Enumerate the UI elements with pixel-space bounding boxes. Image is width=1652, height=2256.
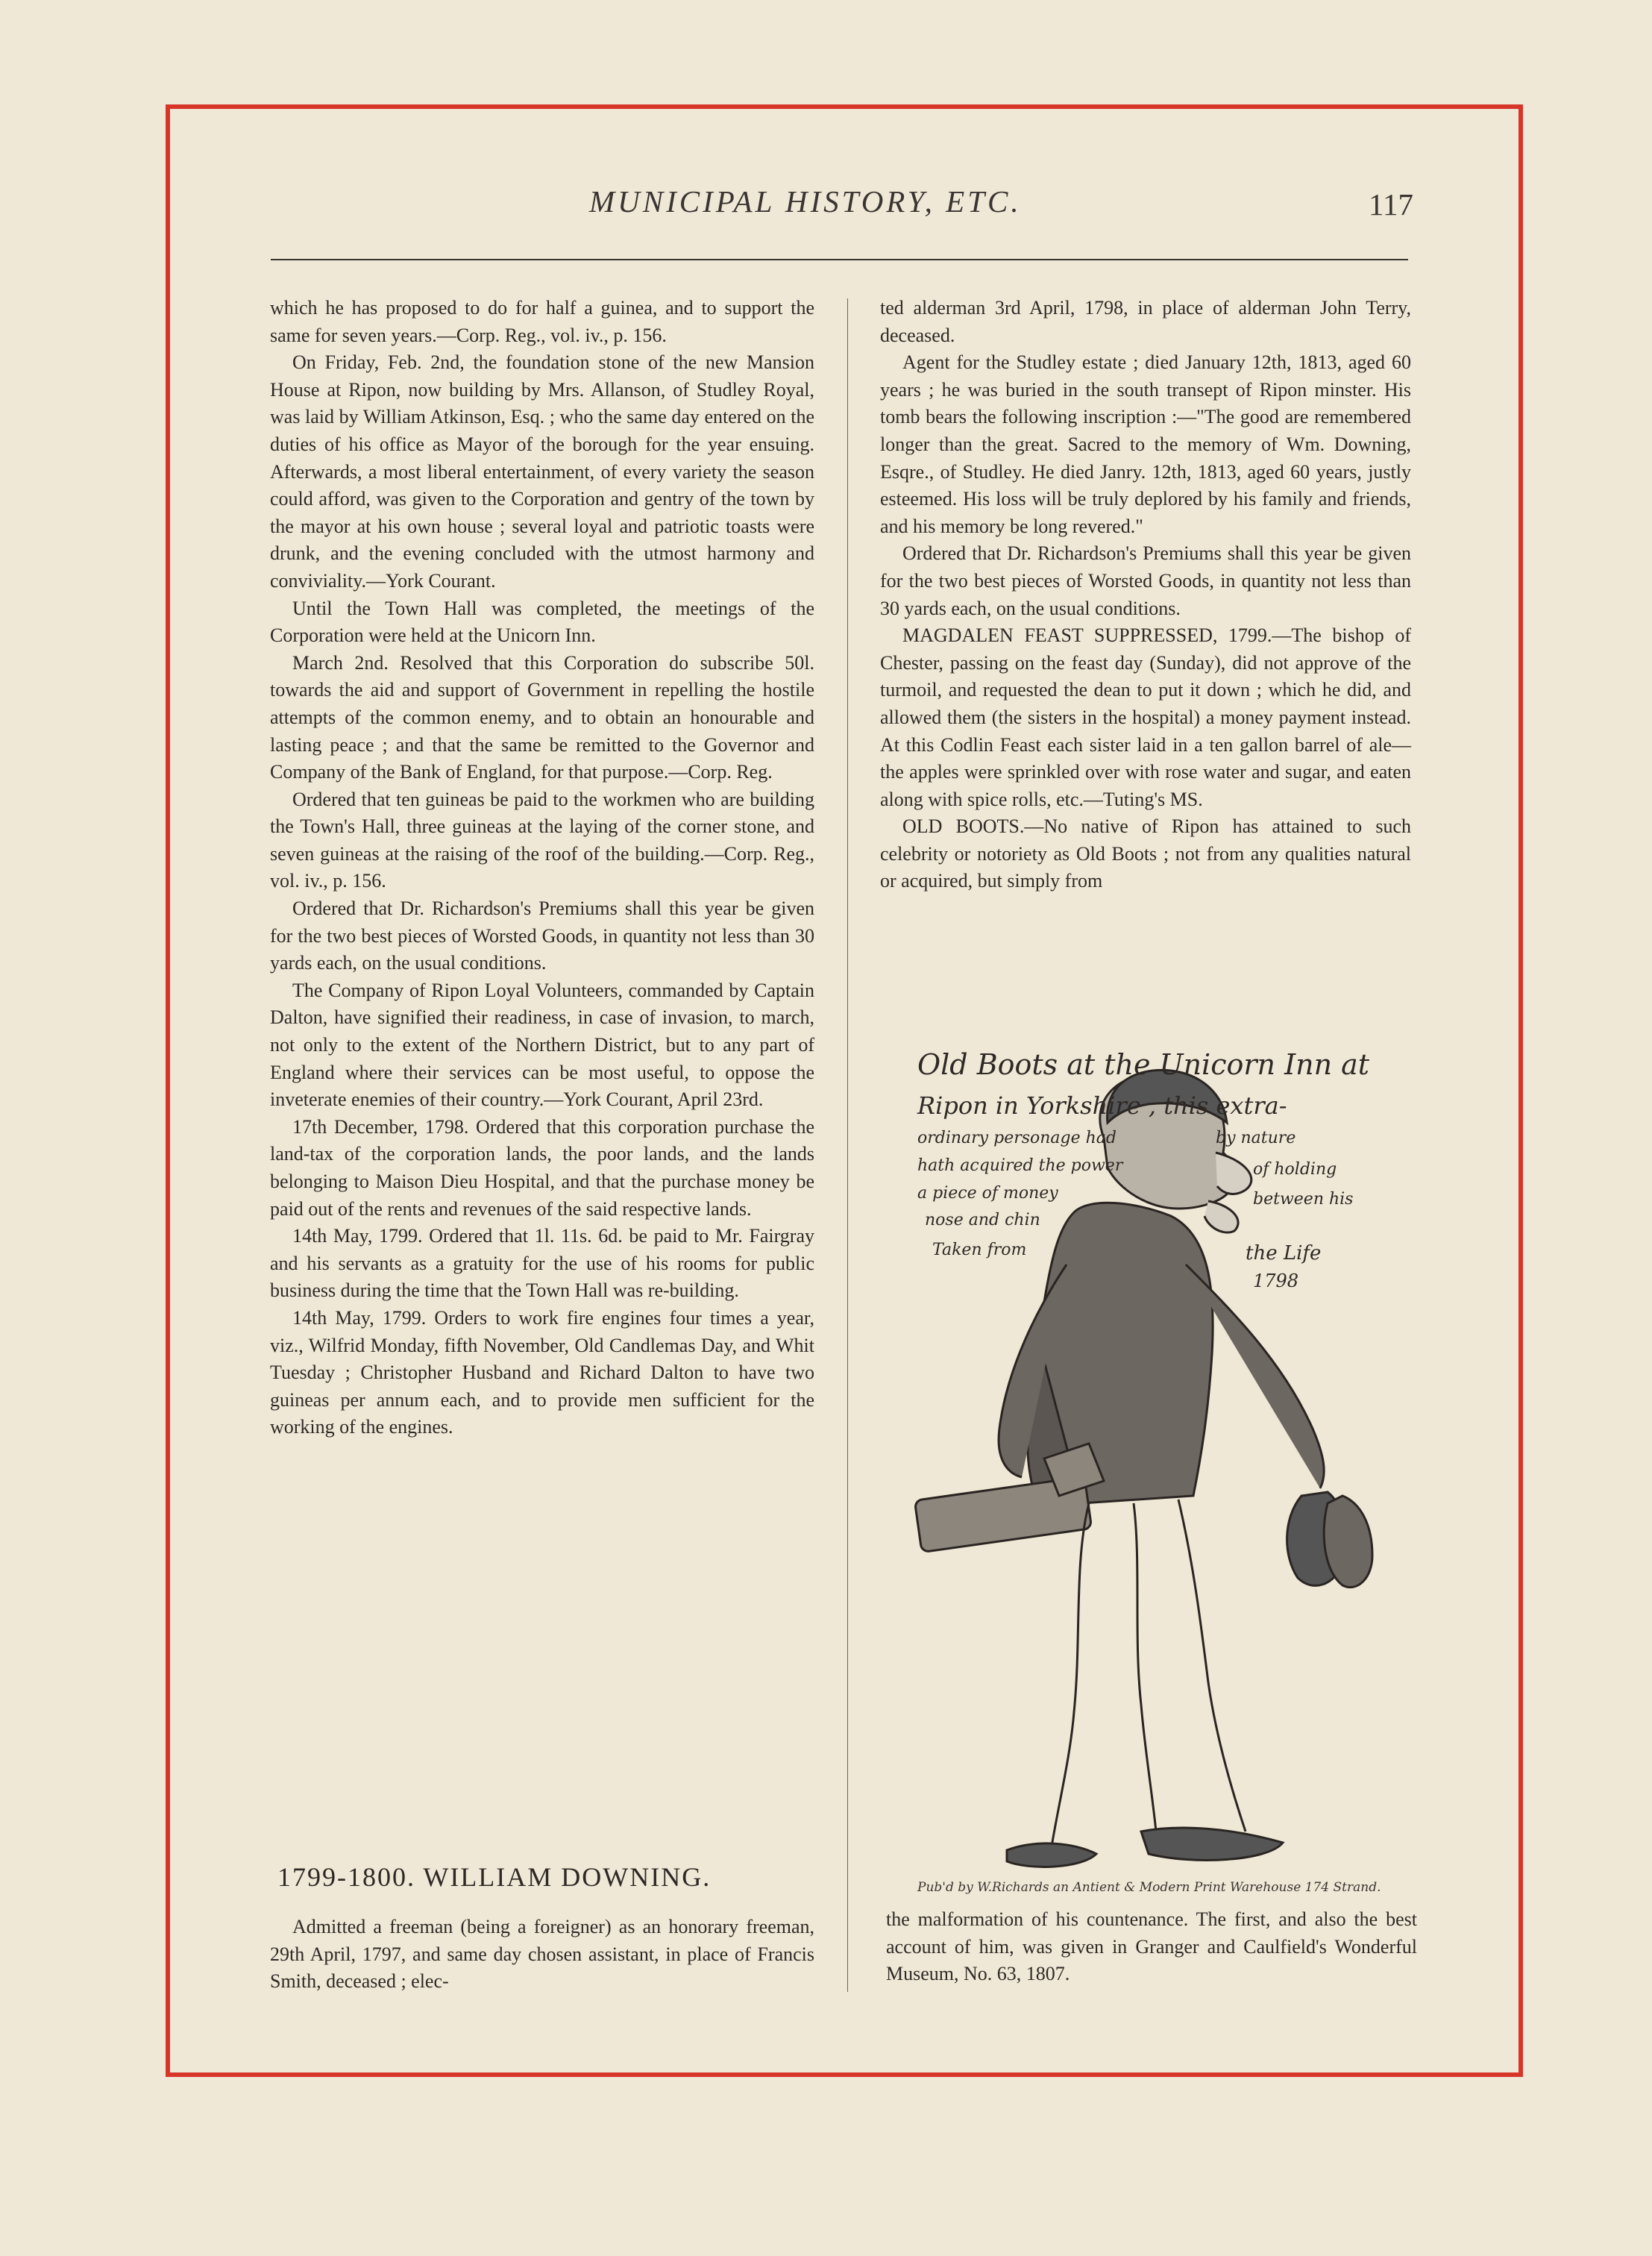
inscription-line: Taken from bbox=[932, 1241, 1027, 1259]
paragraph: The Company of Ripon Loyal Volunteers, commanded by Captain Dalton, have signified their readiness, in case of invasion, to march, not only to the extent of the Northern District, but to any part of England where their services can be most useful, to oppose the inveterate enemies of their country.—York Courant, April 23rd. bbox=[270, 979, 814, 1111]
inscription-line: Old Boots at the Unicorn Inn at bbox=[917, 1048, 1370, 1081]
inscription-line: 1798 bbox=[1253, 1270, 1299, 1291]
inscription-line: between his bbox=[1253, 1190, 1354, 1209]
paragraph: Agent for the Studley estate ; died January 12th, 1813, aged 60 years ; he was buried in the south transept of Ripon minster. His tomb bears the following inscription :—"The good are remembered longer than the great. Sacred to the memory of Wm. Downing, Esqre., of Studley. He died Janry. 12th, 1813, aged 60 years, justly esteemed. His loss will be truly deplored by his family and friends, and his memory be long revered." bbox=[880, 351, 1411, 537]
inscription-line: Ripon in Yorkshire , this extra- bbox=[917, 1091, 1287, 1120]
paragraph: On Friday, Feb. 2nd, the foundation stone of the new Mansion House at Ripon, now building by Mrs. Allanson, of Studley Royal, was laid by William Atkinson, Esq. ; who the same day entered on the duties of his office as Mayor of the borough for the year ensuing. Afterwards, a most liberal entertainment, of every variety the season could afford, was given to the Corporation and gentry of the town by the mayor at his own house ; several loyal and patriotic toasts were drunk, and the evening concluded with the utmost harmony and conviviality.—York Courant. bbox=[270, 351, 814, 592]
paragraph: Ordered that Dr. Richardson's Premiums shall this year be given for the two best pieces of Worsted Goods, in quantity not less than 30 yards each, on the usual conditions. bbox=[880, 542, 1411, 619]
inscription-line: by nature bbox=[1216, 1129, 1296, 1147]
paragraph: the malformation of his countenance. The first, and also the best account of him, was given in Granger and Caulfield's Wonderful Museum, No. 63, 1807. bbox=[886, 1908, 1417, 1985]
page-title: MUNICIPAL HISTORY, ETC. bbox=[589, 184, 1022, 219]
old-boots-engraving bbox=[895, 1041, 1417, 1895]
inscription-line: the Life bbox=[1246, 1242, 1322, 1265]
paragraph: Admitted a freeman (being a foreigner) as an honorary freeman, 29th April, 1797, and same day chosen assistant, in place of Francis Smith, deceased ; elec- bbox=[270, 1916, 814, 1993]
inscription-line: nose and chin bbox=[925, 1211, 1040, 1229]
right-column-end bbox=[886, 1906, 1417, 1988]
running-head bbox=[268, 179, 1462, 231]
left-column-end bbox=[270, 1914, 814, 1996]
inscription-line: of holding bbox=[1253, 1160, 1337, 1179]
inscription-line: hath acquired the power bbox=[917, 1156, 1123, 1175]
publisher-line: Pub'd by W.Richards an Antient & Modern Print Warehouse 174 Strand. bbox=[917, 1880, 1381, 1895]
paragraph: 14th May, 1799. Orders to work fire engines four times a year, viz., Wilfrid Monday, fifth November, Old Candlemas Day, and Whit Tuesday ; Christopher Husband and Richard Dalton to have two guineas per annum each, and to provide men sufficient for the working of the engines. bbox=[270, 1306, 814, 1438]
left-column bbox=[270, 295, 814, 1441]
page-number: 117 bbox=[1369, 187, 1413, 222]
paragraph: Ordered that Dr. Richardson's Premiums shall this year be given for the two best pieces of Worsted Goods, in quantity not less than 30 yards each, on the usual conditions. bbox=[270, 897, 814, 974]
paragraph: MAGDALEN FEAST SUPPRESSED, 1799.—The bishop of Chester, passing on the feast day (Sunday), did not approve of the turmoil, and requested the dean to put it down ; which he did, and allowed them (the sisters in the hospital) a money payment instead. At this Codlin Feast each sister laid in a ten gallon barrel of ale—the apples were sprinkled over with rose water and sugar, and eaten along with spice rolls, etc.—Tuting's MS. bbox=[880, 624, 1411, 810]
section-heading: 1799-1800. WILLIAM DOWNING. bbox=[277, 1862, 712, 1892]
paragraph: 17th December, 1798. Ordered that this corporation purchase the land-tax of the corporation lands, the poor lands, and the lands belonging to Maison Dieu Hospital, and that the purchase money be paid out of the rents and revenues of the said respective lands. bbox=[270, 1115, 814, 1220]
right-column bbox=[880, 295, 1411, 895]
paragraph: March 2nd. Resolved that this Corporation do subscribe 50l. towards the aid and support of Government in repelling the hostile attempts of the common enemy, and to obtain an honourable and lasting peace ; and that the same be remitted to the Governor and Company of the Bank of England, for that purpose.—Corp. Reg. bbox=[270, 651, 814, 783]
paragraph: which he has proposed to do for half a guinea, and to support the same for seven years.—Corp. Reg., vol. iv., p. 156. bbox=[270, 297, 814, 346]
inscription-line: ordinary personage had bbox=[917, 1129, 1117, 1147]
paragraph: Until the Town Hall was completed, the meetings of the Corporation were held at the Unicorn Inn. bbox=[270, 597, 814, 647]
paragraph: ted alderman 3rd April, 1798, in place of alderman John Terry, deceased. bbox=[880, 297, 1411, 346]
paragraph: OLD BOOTS.—No native of Ripon has attained to such celebrity or notoriety as Old Boots ; not from any qualities natural or acquired, but simply from bbox=[880, 815, 1411, 892]
paragraph: Ordered that ten guineas be paid to the workmen who are building the Town's Hall, three guineas at the laying of the corner stone, and seven guineas at the raising of the roof of the building.—Corp. Reg., vol. iv., p. 156. bbox=[270, 788, 814, 892]
inscription-line: a piece of money bbox=[917, 1184, 1058, 1203]
paragraph: 14th May, 1799. Ordered that 1l. 11s. 6d. be paid to Mr. Fairgray and his servants as a gratuity for the use of his rooms for public business during the time that the Town Hall was re-building. bbox=[270, 1225, 814, 1302]
header-rule bbox=[271, 259, 1408, 260]
column-divider bbox=[847, 298, 848, 1992]
